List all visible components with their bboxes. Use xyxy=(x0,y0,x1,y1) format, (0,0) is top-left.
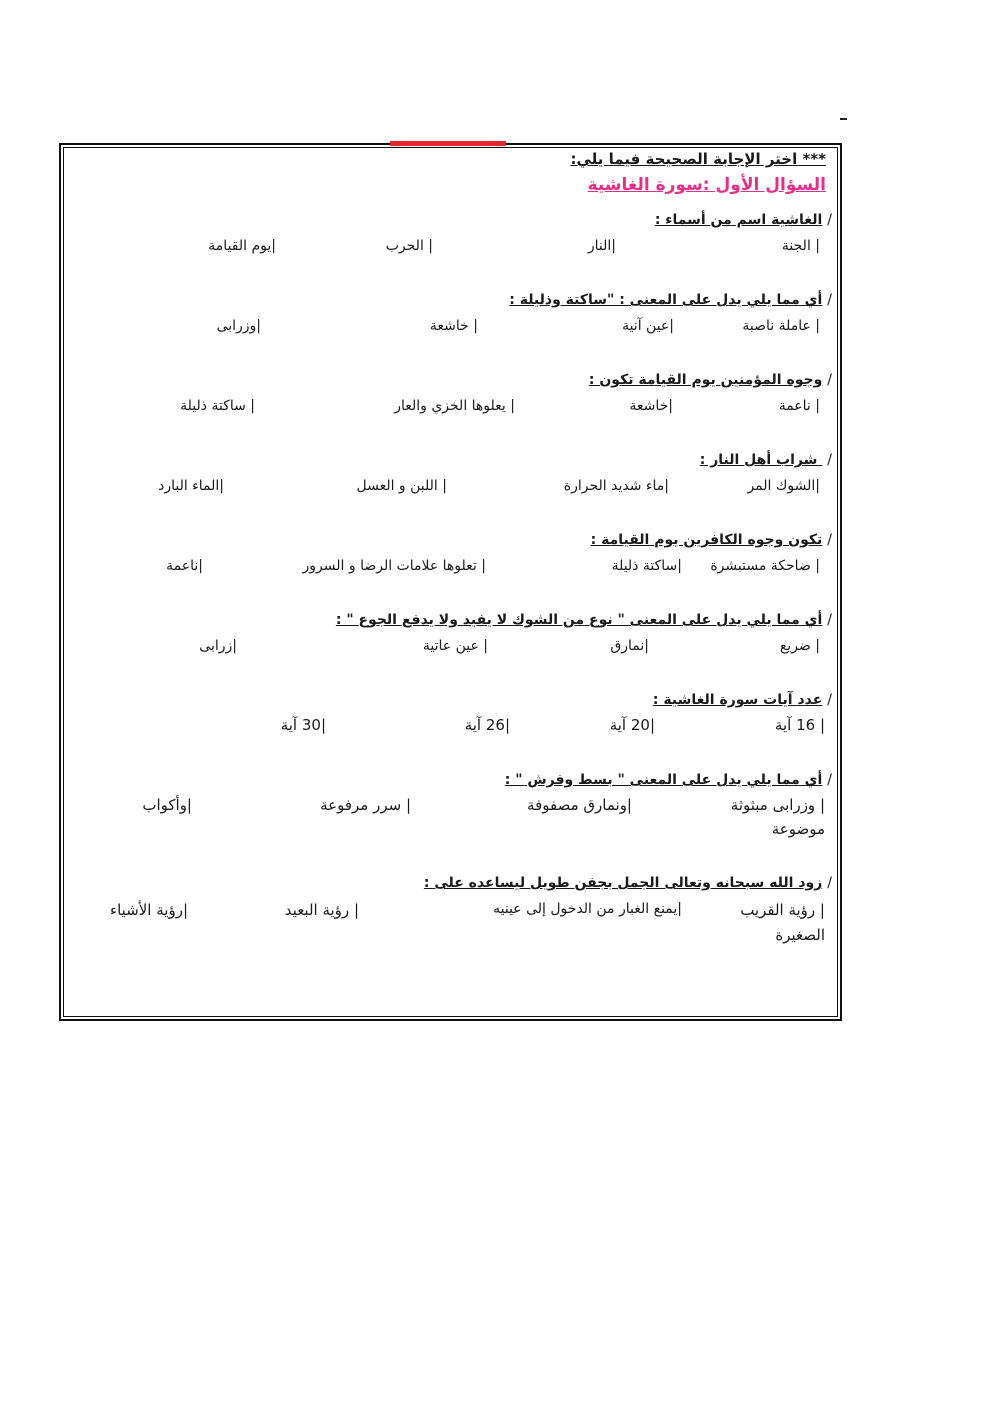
q1-option-b[interactable]: |النار xyxy=(587,238,616,254)
question-7: /عدد آيات سورة الغاشية : xyxy=(652,692,832,708)
q9-option-c[interactable]: | رؤية البعيد xyxy=(284,901,359,919)
q4-option-d[interactable]: |الماء البارد xyxy=(158,478,224,494)
q3-option-a[interactable]: | ناعمة xyxy=(778,398,820,414)
q6-option-a[interactable]: | ضريع xyxy=(779,638,820,654)
q8-option-d[interactable]: |وأكواب xyxy=(142,796,192,814)
q2-option-a[interactable]: | عاملة ناصبة xyxy=(742,318,820,334)
q4-option-c[interactable]: | اللبن و العسل xyxy=(356,478,447,494)
q9-option-a[interactable]: | رؤية القريب xyxy=(740,901,825,919)
q4-option-a[interactable]: |الشوك المر xyxy=(747,478,820,494)
section-title: السؤال الأول :سورة الغاشية xyxy=(587,175,826,195)
question-2: /أي مما يلي يدل على المعنى : "ساكتة وذليلة : xyxy=(509,292,832,308)
question-9: /زود الله سبحانه وتعالى الجمل بجفن طويل ليساعده على : xyxy=(423,875,832,891)
q9-option-b[interactable]: |يمنع الغبار من الدخول إلى عينيه xyxy=(493,901,682,917)
q8-option-a[interactable]: | وزرابى مبثوثة xyxy=(730,796,825,814)
question-8: /أي مما يلي يدل على المعنى " بسط وفرش " : xyxy=(504,772,832,788)
q7-option-d[interactable]: |30 آية xyxy=(280,716,326,734)
red-header-mark xyxy=(390,141,506,146)
q6-option-d[interactable]: |زرابى xyxy=(199,638,237,654)
q9-option-d[interactable]: |رؤية الأشياء xyxy=(110,901,188,919)
q5-option-c[interactable]: | تعلوها علامات الرضا و السرور xyxy=(302,558,486,574)
q1-option-a[interactable]: | الجنة xyxy=(781,238,820,254)
question-1: /الغاشية اسم من أسماء : xyxy=(654,212,832,228)
q7-option-c[interactable]: |26 آية xyxy=(464,716,510,734)
q3-option-b[interactable]: |خاشعة xyxy=(629,398,673,414)
q9-option-wrap: الصغيرة xyxy=(775,926,825,944)
question-4: / شراب أهل النار : xyxy=(699,452,832,468)
q3-option-d[interactable]: | ساكتة ذليلة xyxy=(180,398,255,414)
question-5: /تكون وجوه الكافرين يوم القيامة : xyxy=(590,532,832,548)
q5-option-a[interactable]: | ضاحكة مستبشرة xyxy=(710,558,820,574)
question-3: /وجوه المؤمنين يوم القيامة تكون : xyxy=(588,372,832,388)
instruction-heading: *** اختر الإجابة الصحيحة فيما يلي: xyxy=(570,150,826,168)
q2-option-d[interactable]: |وزرابى xyxy=(216,318,261,334)
q8-option-wrap: موضوعة xyxy=(771,820,825,838)
q8-option-b[interactable]: |ونمارق مصفوفة xyxy=(527,796,632,814)
q7-option-a[interactable]: | 16 آية xyxy=(774,716,825,734)
q7-option-b[interactable]: |20 آية xyxy=(609,716,655,734)
q4-option-b[interactable]: |ماء شديد الحرارة xyxy=(563,478,669,494)
question-6: /أي مما يلي يدل على المعنى " نوع من الشوك لا يفيد ولا يدفع الجوع " : xyxy=(335,612,832,628)
q5-option-b[interactable]: |ساكتة ذليلة xyxy=(611,558,682,574)
q6-option-b[interactable]: |نمارق xyxy=(610,638,649,654)
q1-option-c[interactable]: | الحرب xyxy=(385,238,433,254)
q8-option-c[interactable]: | سرر مرفوعة xyxy=(320,796,411,814)
q3-option-c[interactable]: | يعلوها الخزي والعار xyxy=(394,398,515,414)
q6-option-c[interactable]: | عين عاتية xyxy=(422,638,488,654)
q1-option-d[interactable]: |يوم القيامة xyxy=(208,238,276,254)
q2-option-c[interactable]: | خاشعة xyxy=(429,318,478,334)
top-dash-mark xyxy=(840,118,847,120)
q2-option-b[interactable]: |عين آنية xyxy=(622,318,674,334)
q5-option-d[interactable]: |ناعمة xyxy=(166,558,203,574)
